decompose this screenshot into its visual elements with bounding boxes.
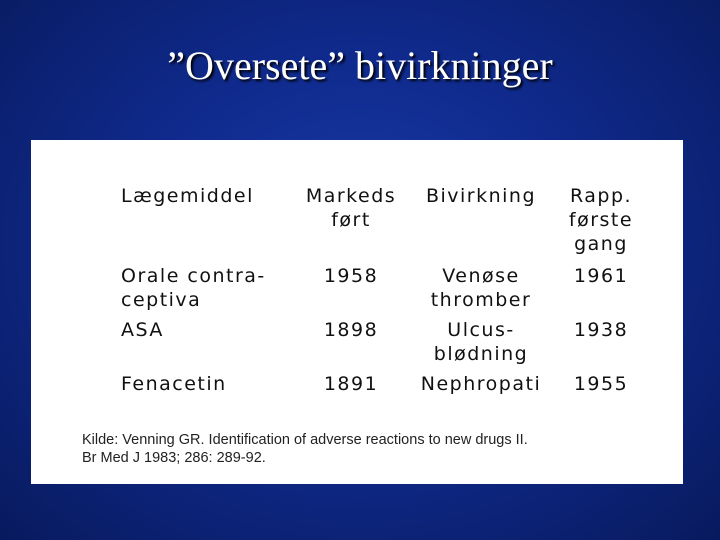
cell-first-reported: 1955 [573,373,629,395]
cell-marketed: 1891 [323,373,379,395]
slide-title: ”Oversete” bivirkninger [167,43,553,88]
cell-marketed: 1898 [323,319,379,341]
cell-adverse-effect: Nephropati [420,373,542,395]
table-row [121,372,651,402]
drug-table [121,184,651,402]
source-citation: Kilde: Venning GR. Identification of adverse reactions to new drugs II. Br Med J 1983; 286: 289-92. [82,432,528,466]
header-marketed: Markeds ført [305,185,397,231]
cell-drug: Fenacetin [121,373,227,395]
cell-first-reported: 1938 [573,319,629,341]
cell-drug: ASA [121,319,164,341]
header-first-reported: Rapp. første gang [568,185,634,255]
table-row [121,318,651,372]
cell-first-reported: 1961 [573,265,629,287]
table-header-row [121,184,651,264]
header-drug: Lægemiddel [121,185,254,207]
table-image-panel [31,140,683,484]
cell-drug: Orale contra- ceptiva [121,265,266,311]
header-adverse-effect: Bivirkning [425,185,537,207]
table-row [121,264,651,318]
cell-adverse-effect: Ulcus- blødning [433,319,529,365]
cell-adverse-effect: Venøse thromber [430,265,532,311]
cell-marketed: 1958 [323,265,379,287]
